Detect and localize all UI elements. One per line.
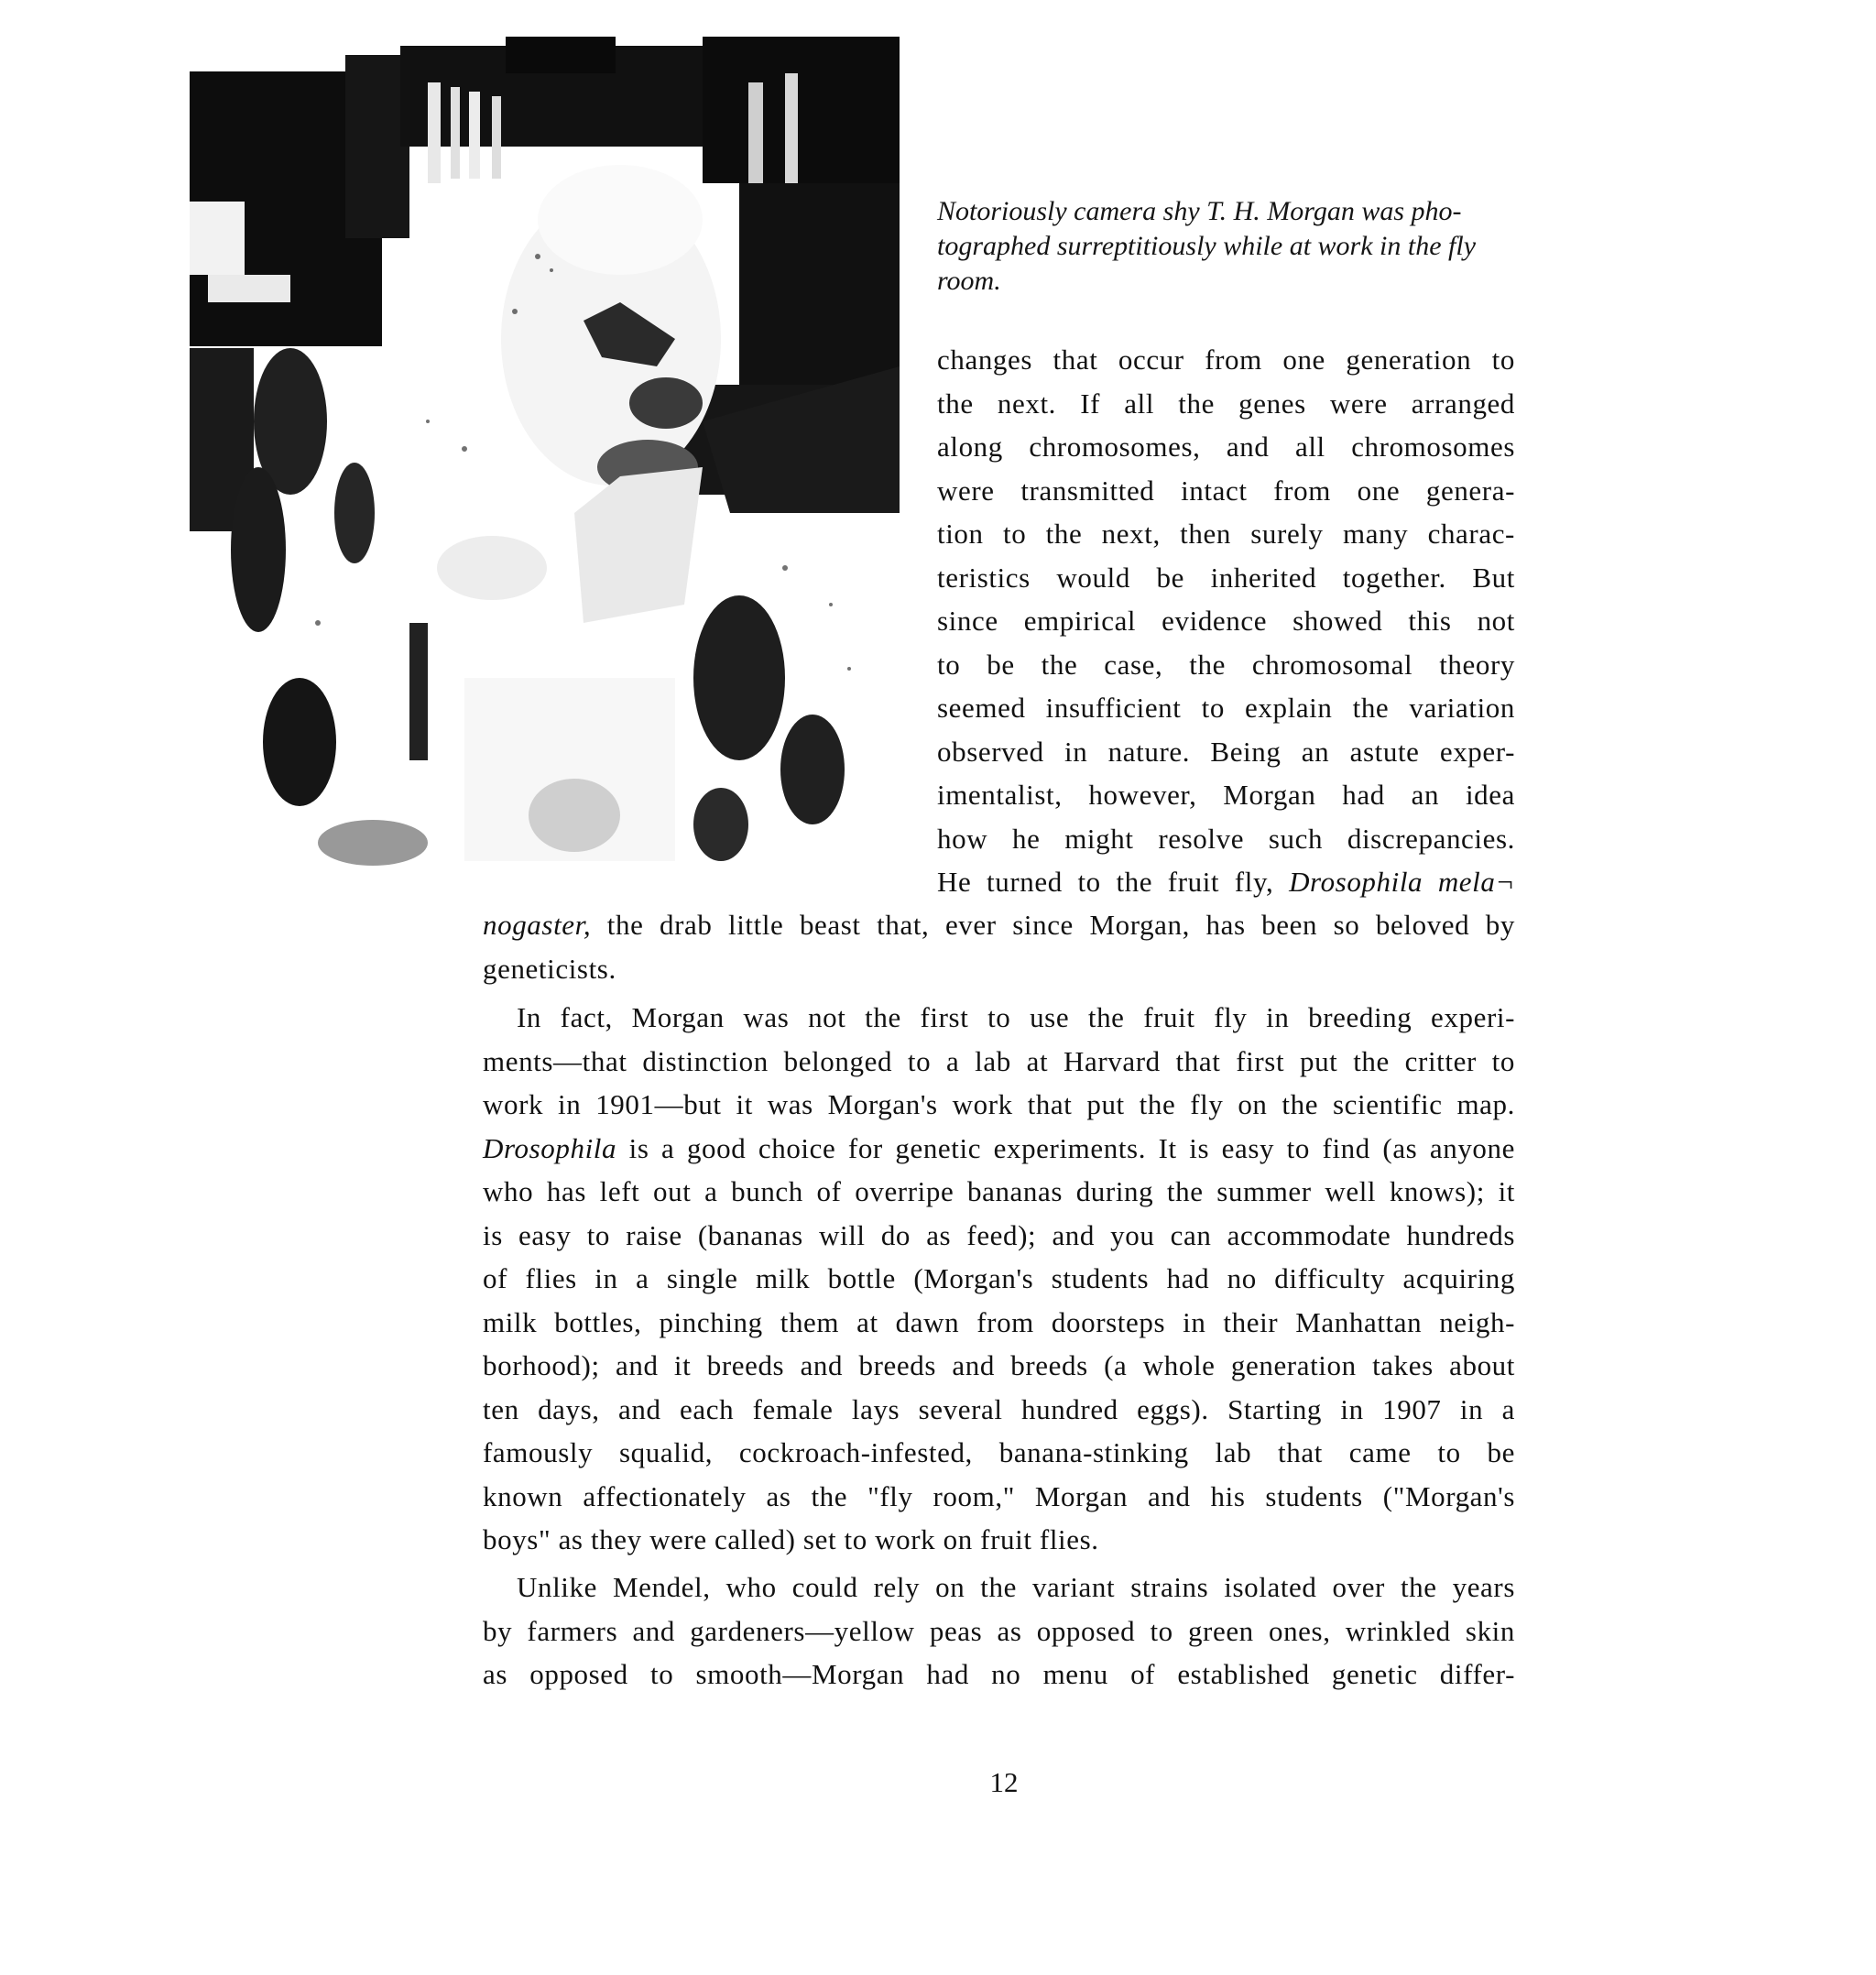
- page-number: 12: [989, 1766, 1019, 1798]
- text-line: ten days, and each female lays several hundred eggs). Starting in 1907 in a: [483, 1392, 1515, 1425]
- text-line: imentalist, however, Morgan had an idea: [937, 779, 1515, 811]
- text-line: milk bottles, pinching them at dawn from doorsteps in their Manhattan neigh-: [483, 1305, 1515, 1338]
- paragraph-3: [483, 1566, 1515, 1697]
- paragraph-1-continuation: [483, 903, 1515, 990]
- italic-species-name: Drosophila mela¬: [1289, 866, 1515, 898]
- text-line: by farmers and gardeners—yellow peas as opposed to green ones, wrinkled skin: [483, 1614, 1515, 1647]
- text-line: along chromosomes, and all chromosomes: [937, 431, 1515, 463]
- text-line: [483, 903, 1515, 947]
- text-line: observed in nature. Being an astute exper-: [937, 735, 1515, 768]
- caption-line-1: Notoriously camera shy T. H. Morgan was pho-: [937, 196, 1462, 226]
- text-line: who has left out a bunch of overripe bananas during the summer well knows); it: [483, 1175, 1515, 1207]
- text-fragment: the drab little beast that, ever since Morgan, has been so beloved by: [606, 909, 1515, 941]
- text-fragment: He turned to the fruit fly,: [937, 866, 1274, 898]
- side-column-text: [937, 338, 1515, 904]
- caption-line-2: tographed surreptitiously while at work in the fly: [937, 231, 1477, 261]
- italic-species-name: nogaster,: [483, 909, 592, 941]
- text-line: borhood); and it breeds and breeds and breeds (a whole generation takes about: [483, 1349, 1515, 1381]
- text-line: famously squalid, cockroach-infested, banana-stinking lab that came to be: [483, 1436, 1515, 1468]
- text-line: ments—that distinction belonged to a lab at Harvard that first put the critter to: [483, 1044, 1515, 1077]
- text-line: work in 1901—but it was Morgan's work that put the fly on the scientific map.: [483, 1088, 1515, 1120]
- text-line: teristics would be inherited together. But: [937, 561, 1515, 594]
- text-line: In fact, Morgan was not the first to use the fruit fly in breeding experi-: [517, 1001, 1515, 1033]
- text-line: is easy to raise (bananas will do as feed); and you can accommodate hundreds: [483, 1218, 1515, 1251]
- text-line: since empirical evidence showed this not: [937, 605, 1515, 637]
- text-line: were transmitted intact from one genera-: [937, 474, 1515, 507]
- text-line: boys" as they were called) set to work on fruit flies.: [483, 1523, 1099, 1555]
- text-line: geneticists.: [483, 952, 616, 985]
- text-line: how he might resolve such discrepancies.: [937, 822, 1515, 855]
- text-line: changes that occur from one generation to: [937, 344, 1515, 376]
- text-line: to be the case, the chromosomal theory: [937, 648, 1515, 681]
- text-line: [937, 860, 1515, 904]
- text-line: Unlike Mendel, who could rely on the variant strains isolated over the years: [517, 1571, 1515, 1603]
- text-fragment: is a good choice for genetic experiments. It is easy to find (as anyone: [628, 1131, 1515, 1164]
- caption-line-3: room.: [937, 266, 1001, 296]
- italic-genus-name: Drosophila: [483, 1131, 617, 1164]
- text-line: the next. If all the genes were arranged: [937, 387, 1515, 420]
- text-line: [483, 1127, 1515, 1171]
- text-line: as opposed to smooth—Morgan had no menu of established genetic differ-: [483, 1658, 1515, 1690]
- text-line: seemed insufficient to explain the variation: [937, 692, 1515, 724]
- morgan-photograph: [190, 37, 900, 870]
- text-line: tion to the next, then surely many charac-: [937, 518, 1515, 550]
- text-line: known affectionately as the "fly room," Morgan and his students ("Morgan's: [483, 1479, 1515, 1512]
- photo-caption: [937, 194, 1500, 299]
- text-line: of flies in a single milk bottle (Morgan's students had no difficulty acquiring: [483, 1262, 1515, 1294]
- paragraph-2: [483, 996, 1515, 1562]
